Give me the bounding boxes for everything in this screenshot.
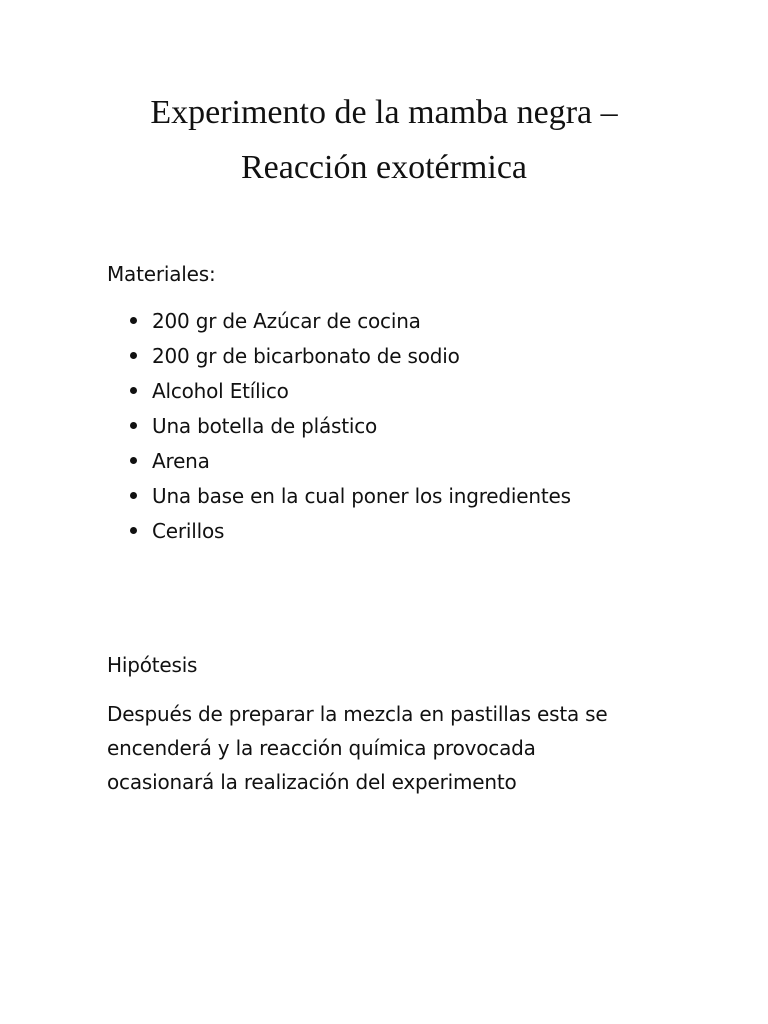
hypothesis-heading: Hipótesis [107, 653, 198, 677]
bullet-icon [130, 317, 137, 324]
title-line-2: Reacción exotérmica [240, 149, 527, 186]
list-item [0, 308, 768, 343]
list-item [0, 413, 768, 448]
bullet-icon [130, 492, 137, 499]
list-item-text: Una base en la cual poner los ingredientes [152, 484, 571, 508]
bullet-icon [130, 352, 137, 359]
bullet-icon [130, 527, 137, 534]
list-item-text: 200 gr de bicarbonato de sodio [152, 344, 460, 368]
hypothesis-line: ocasionará la realización del experimento [107, 770, 517, 794]
list-item-text: Una botella de plástico [152, 414, 378, 438]
hypothesis-paragraph [107, 700, 707, 802]
bullet-icon [130, 457, 137, 464]
list-item-text: Cerillos [152, 519, 225, 543]
materials-list [0, 308, 768, 553]
materials-heading: Materiales: [107, 262, 216, 286]
list-item [0, 483, 768, 518]
list-item [0, 343, 768, 378]
list-item [0, 448, 768, 483]
bullet-icon [130, 387, 137, 394]
hypothesis-line: encenderá y la reacción química provocada [107, 736, 536, 760]
list-item-text: Alcohol Etílico [152, 379, 289, 403]
hypothesis-line: Después de preparar la mezcla en pastillas esta se [107, 702, 608, 726]
title-line-1: Experimento de la mamba negra – [150, 94, 618, 131]
bullet-icon [130, 422, 137, 429]
list-item-text: Arena [152, 449, 210, 473]
list-item [0, 378, 768, 413]
list-item-text: 200 gr de Azúcar de cocina [152, 309, 421, 333]
list-item [0, 518, 768, 553]
